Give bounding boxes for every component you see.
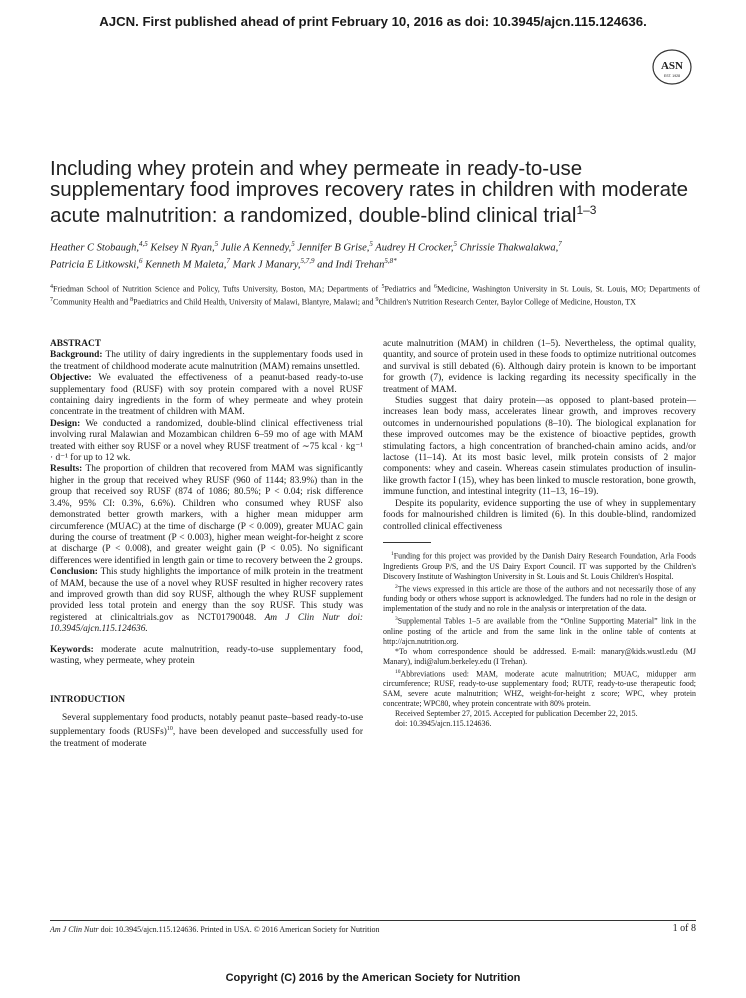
title-footnote-ref: 1–3	[576, 203, 597, 217]
author: Jennifer B Grise,	[297, 242, 370, 254]
footer-divider	[50, 920, 696, 921]
footnote: $^3$Supplemental Tables 1–5 are available from the “Online Supporting Material” link in the online posting of the article and from the same link in the online table of contents at http://ajcn.nutrition.org.	[383, 616, 696, 646]
footnote: *To whom correspondence should be addressed. E-mail: manary@kids.wustl.edu (MJ Manary), indi@alum.berkeley.edu (I Trehan).	[383, 646, 696, 666]
abstract-heading: ABSTRACT	[50, 339, 102, 349]
abstract-results: Results: The proportion of children that recovered from MAM was significantly higher in the group that received whey RUSF (960 of 1144; 83.9%) than in the group that received soy RUSF (874 of 1086; 80.5%; P < 0.04; risk difference 3.4%, 95% CI: 0.3%, 6.6%). Children who consumed whey RUSF also demonstrated better growth markers, with a higher mean midupper arm circumference (MUAC) at the time of discharge (P < 0.009), greater MUAC gain during the course of treatment (P < 0.003), higher mean weight-for-height z score at discharge (P < 0.008), and greater weight gain (P < 0.05). No significant differences were identified in length gain or time to recovery between the 2 groups.	[50, 464, 363, 566]
abstract-objective: Objective: We evaluated the effectiveness of a peanut-based ready-to-use supplementary food (RUSF) with soy protein compared with a novel RUSF containing dairy ingredients in the form of whey permeate and whey protein concentrate in the treatment of children with MAM.	[50, 373, 363, 418]
footnote: $^2$The views expressed in this article are those of the authors and not necessarily those of any funding body or others whose support is acknowledged. The funders had no role in the design or implementation of the study and no role in the analysis or interpretation of the data.	[383, 583, 696, 614]
abstract-citation: Am J Clin Nutr doi: 10.3945/ajcn.115.124636.	[50, 612, 364, 635]
author: Kenneth M Maleta,	[145, 259, 227, 270]
introduction-paragraph: Studies suggest that dairy protein—as opposed to plant-based protein—increases lean body mass, accelerates linear growth, and improves recovery outcomes in undernourished populations (8–10). The biological explanation for these improved outcomes may be the existence of bioactive peptides, growth stimulating factors, a high concentration of branched-chain amino acids, and/or lactose (11–14). At its most basic level, milk protein consists of 2 major components: whey and casein. Whereas casein stimulates production of insulin-like growth factor I (15), whey has been linked to muscle restoration, bone growth, immune function, and intestinal integrity (11–13, 16–19).	[383, 396, 696, 498]
logo-est: EST. 1928	[663, 74, 681, 78]
right-column	[383, 339, 696, 729]
footnote-divider	[383, 542, 431, 543]
keywords: Keywords: moderate acute malnutrition, ready-to-use supplementary food, wasting, whey permeate, whey protein	[50, 644, 363, 666]
introduction-paragraph: Several supplementary food products, notably peanut paste–based ready-to-use supplementary foods (RUSFs)$^{10}$, have been developed and successfully used for the treatment of moderate	[50, 712, 363, 749]
author: Audrey H Crocker,	[375, 242, 454, 254]
asn-logo	[650, 48, 694, 86]
print-notice: AJCN. First published ahead of print February 10, 2016 as doi: 10.3945/ajcn.115.124636.	[99, 14, 647, 29]
copyright-notice: Copyright (C) 2016 by the American Society for Nutrition	[225, 972, 521, 984]
introduction-paragraph-cont: acute malnutrition (MAM) in children (1–5). Nevertheless, the optimal quality, quantity, and source of protein used in these foods to optimize nutritional outcomes and survival is still debated (6). Although dairy protein is known to be important for growth (7), evidence is lacking regarding its necessity specifically in the treatment of MAM.	[383, 339, 696, 395]
introduction-heading: INTRODUCTION	[50, 695, 126, 706]
article-title: Including whey protein and whey permeate in ready-to-use supplementary food improves recovery rates in children with moderate acute malnutrition: a randomized, double-blind clinical trial$^{1-3}$	[50, 157, 689, 227]
abstract-conclusion: Conclusion: This study highlights the importance of milk protein in the treatment of MAM, because the use of a novel whey RUSF resulted in higher recovery rates and improved growth than did soy RUSF, although the whey RUSF supplement provided less total protein and energy than the soy RUSF. This study was registered at clinicaltrials.gov as NCT01790048. Am J Clin Nutr doi: 10.3945/ajcn.115.124636.	[50, 567, 364, 635]
abstract-background: Background: The utility of dairy ingredients in the supplementary foods used in the treatment of childhood moderate acute malnutrition (MAM) remains unsettled.	[50, 350, 363, 372]
author: Julie A Kennedy,	[220, 242, 292, 254]
footer-citation: Am J Clin Nutr doi: 10.3945/ajcn.115.124636. Printed in USA. © 2016 American Society for Nutrition	[50, 925, 380, 934]
author: and Indi Trehan	[317, 259, 385, 270]
author-list: Heather C Stobaugh,$^{4,5}$ Kelsey N Ryan,$^5$ Julie A Kennedy,$^5$ Jennifer B Grise,$^5$ Audrey H Crocker,$^5$ Chrissie Thakwalakwa,$^7$ Patricia E Litkowski,$^6$ Kenneth M Maleta,$^7$ Mark J Manary,$^{5,7,9}$ and Indi Trehan$^{5,8*}$	[50, 240, 562, 270]
footnote: $^{10}$Abbreviations used: MAM, moderate acute malnutrition; MUAC, midupper arm circumference; RUSF, ready-to-use supplementary food; RUTF, ready-to-use therapeutic food; SAM, severe acute malnutrition; WHZ, weight-for-height z score; WPC, whey protein concentrate; WPC80, whey protein concentrate with 80% protein.	[383, 668, 696, 709]
introduction-paragraph: Despite its popularity, evidence supporting the use of whey in supplementary foods for malnourished children is limited (6). In this double-blind, randomized controlled clinical effectiveness	[383, 498, 696, 532]
author: Chrissie Thakwalakwa,	[459, 242, 559, 254]
footnote: $^1$Funding for this project was provided by the Danish Dairy Research Foundation, Arla Foods Ingredients Group P/S, and the US Dairy Export Council. IT was supported by the Children's Discovery Institute of Washington University in St. Louis and St. Louis Children's Hospital.	[383, 550, 696, 581]
page-number: 1 of 8	[672, 923, 696, 934]
footnotes	[383, 549, 696, 730]
author: Patricia E Litkowski,	[50, 259, 139, 270]
affiliations: $^4$Friedman School of Nutrition Science and Policy, Tufts University, Boston, MA; Departments of $^5$Pediatrics and $^6$Medicine, Washington University in St. Louis, St. Louis, MO; Departments of $^7$Community Health and $^8$Paediatrics and Child Health, University of Malawi, Blantyre, Malawi; and $^9$Children's Nutrition Research Center, Baylor College of Medicine, Houston, TX	[50, 284, 700, 307]
footnote: doi: 10.3945/ajcn.115.124636.	[395, 719, 492, 729]
author: Heather C Stobaugh,	[50, 242, 139, 254]
footnote: Received September 27, 2015. Accepted for publication December 22, 2015.	[395, 709, 638, 719]
left-column	[50, 339, 363, 750]
author: Kelsey N Ryan,	[150, 242, 215, 254]
abstract-design: Design: We conducted a randomized, double-blind clinical effectiveness trial involving rural Malawian and Mozambican children 6–59 mo of age with MAM treated with either soy RUSF or a novel whey RUSF treatment of ∼75 kcal · kg⁻¹ · d⁻¹ for up to 12 wk.	[50, 418, 363, 464]
logo-text: ASN	[660, 60, 684, 72]
author: Mark J Manary,	[232, 259, 301, 270]
